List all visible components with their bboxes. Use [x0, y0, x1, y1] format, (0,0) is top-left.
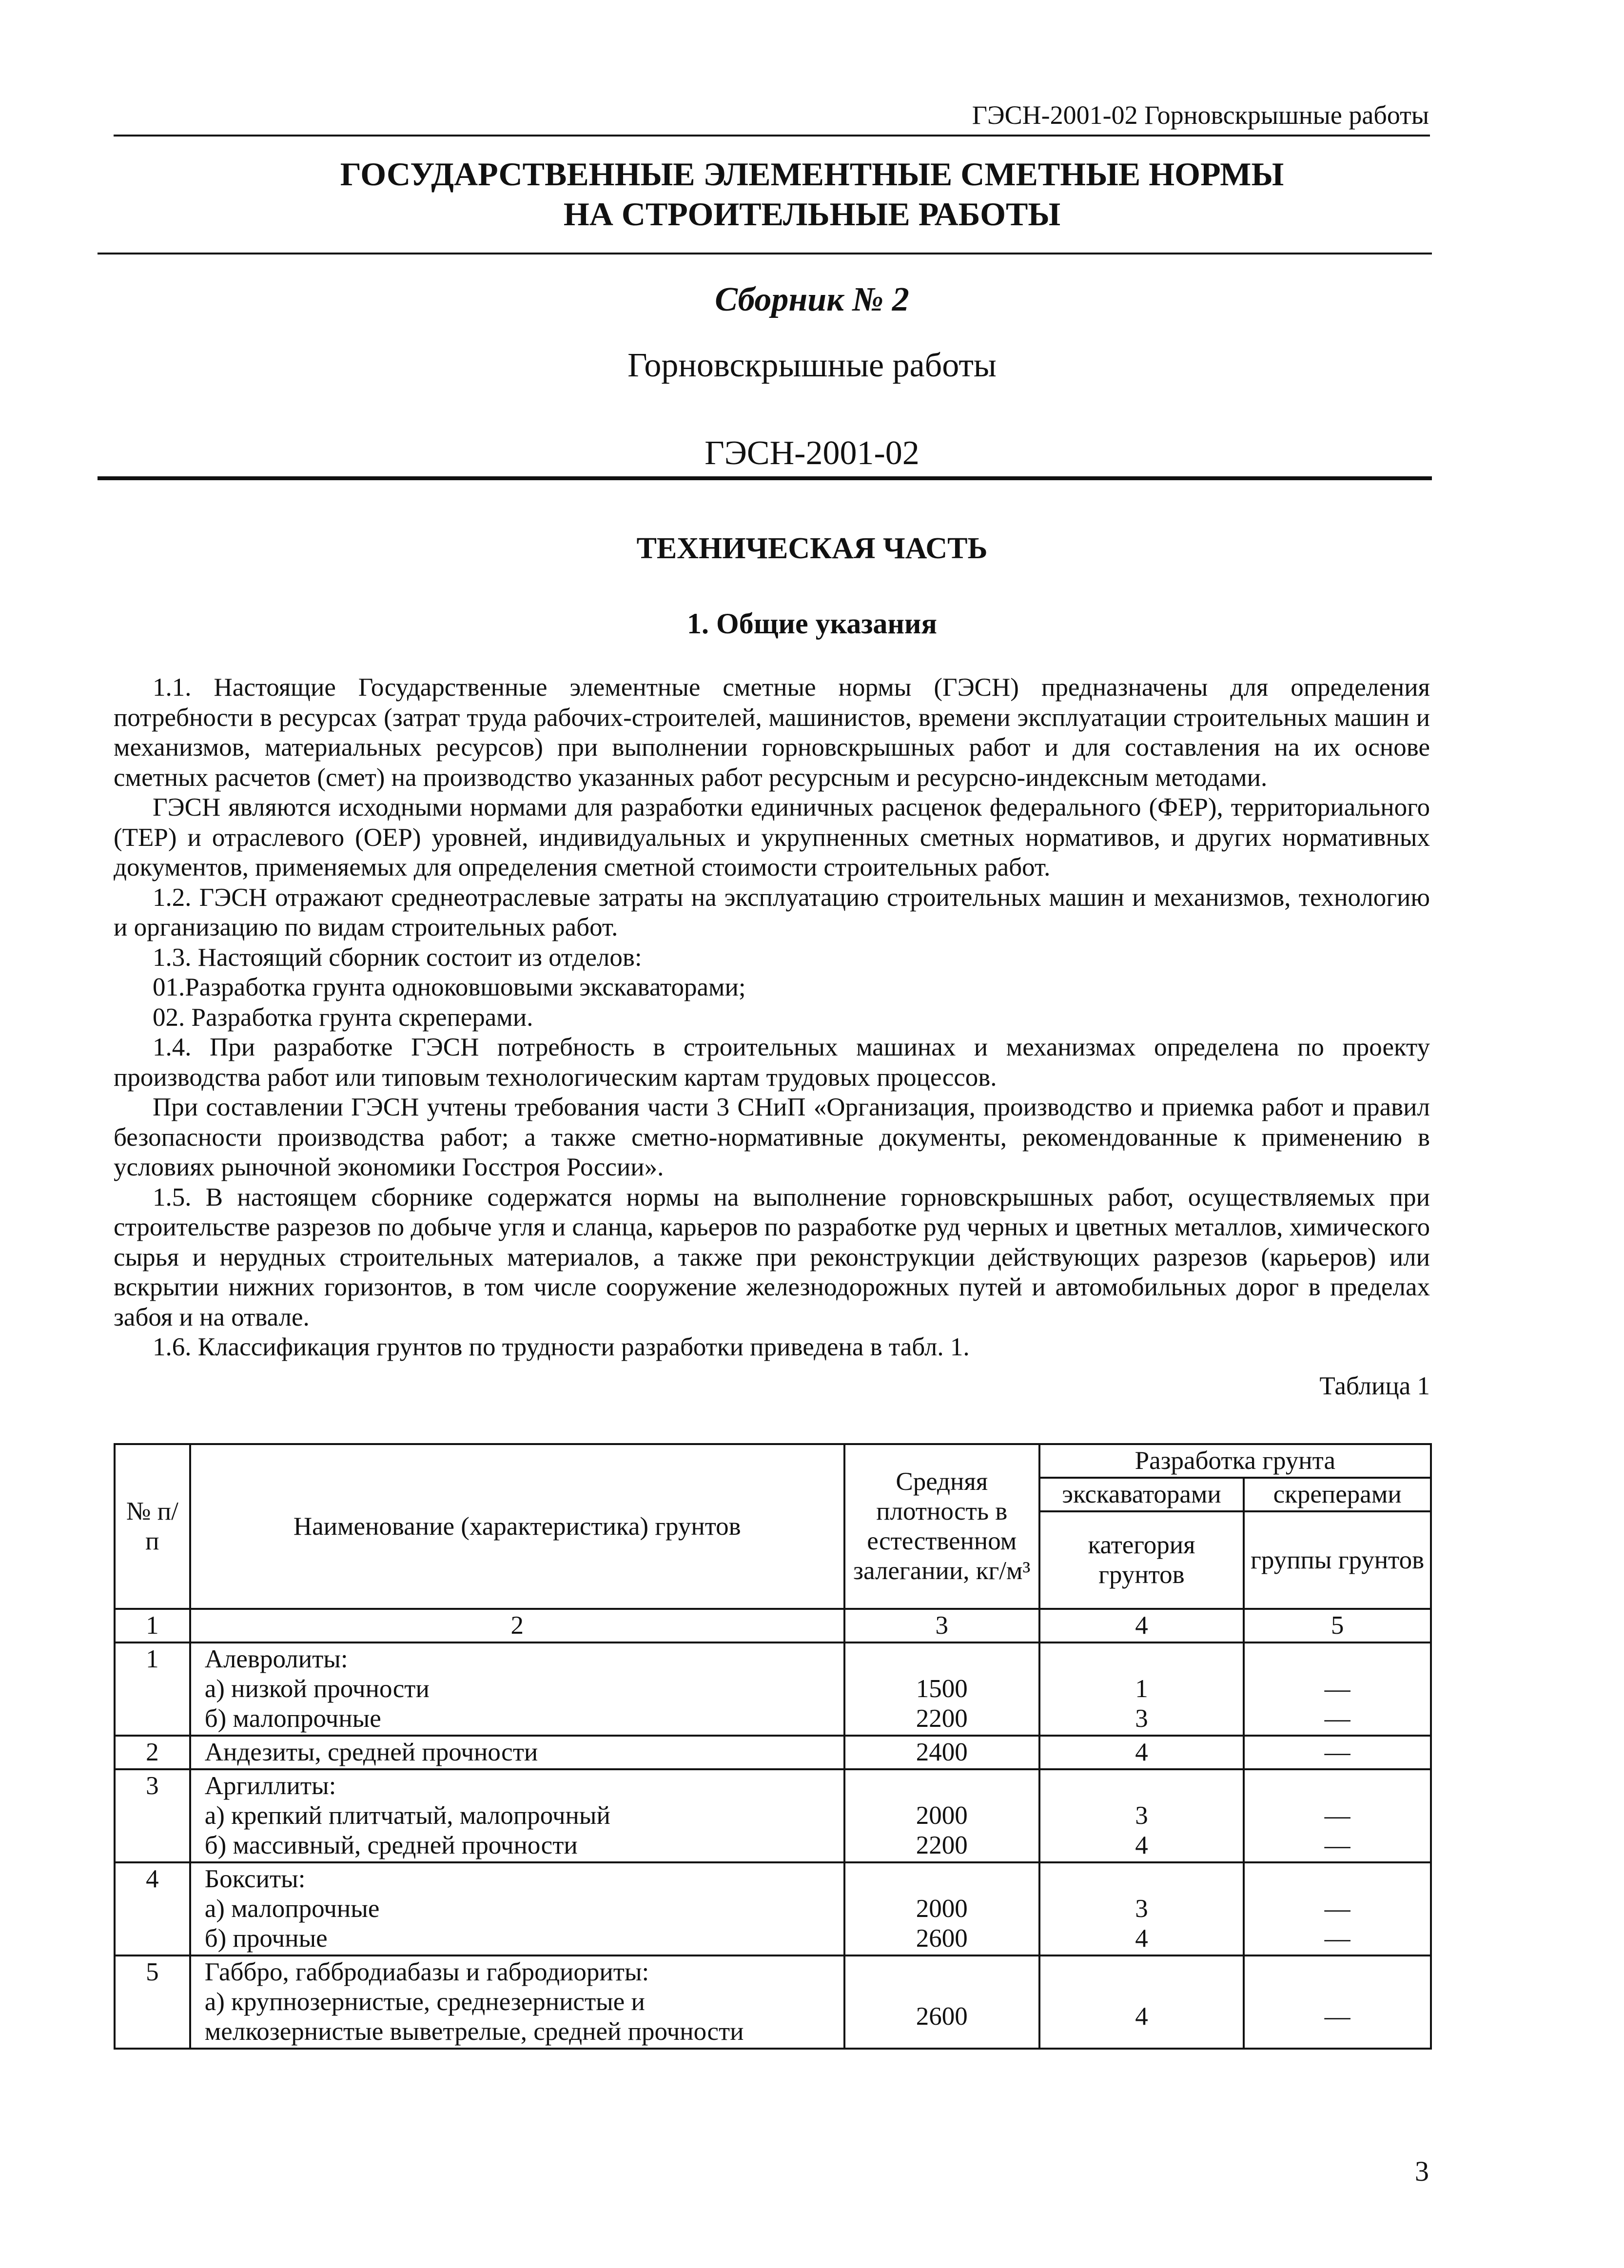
paragraph-snip: При составлении ГЭСН учтены требования части 3 СНиП «Организация, производство и приемка работ и правил безопасности производства работ; а также сметно-нормативные документы, рекомендованные к применению в условиях рыночной экономики Госстроя России».: [114, 1093, 1430, 1181]
table-row: [115, 1642, 1431, 1736]
density-value: [844, 1642, 1039, 1736]
table-row: [115, 1769, 1431, 1862]
density-value-line: 2600: [916, 1924, 968, 1953]
density-value-line: [849, 1957, 1035, 1987]
row-number: 4: [115, 1862, 190, 1955]
scraper-group-line: —: [1324, 1738, 1350, 1766]
scraper-group-line: —: [1324, 1895, 1350, 1923]
header-name: Наименование (характеристика) грунтов: [190, 1444, 844, 1609]
table-row: [115, 1862, 1431, 1955]
scraper-group: [1244, 1862, 1431, 1955]
header-scrapers: скреперами: [1244, 1478, 1431, 1511]
scraper-group-line: —: [1324, 1801, 1350, 1830]
excavator-category-line: 3: [1135, 1895, 1148, 1923]
soil-name-line: б) массивный, средней прочности: [204, 1831, 578, 1859]
density-value-line: 2200: [916, 1704, 968, 1733]
scraper-group-line: [1249, 1771, 1426, 1801]
excavator-category-line: 3: [1135, 1704, 1148, 1733]
soil-name-line: Габбро, габбродиабазы и габродиориты:: [204, 1958, 649, 1986]
paragraph-1-2: 1.2. ГЭСН отражают среднеотраслевые затраты на эксплуатацию строительных машин и механизмов, технологию и организацию по видам строительных работ.: [114, 883, 1430, 941]
soil-name-line: Аргиллиты:: [204, 1772, 336, 1800]
density-value-line: 1500: [916, 1675, 968, 1703]
scraper-group-line: [1249, 1644, 1426, 1674]
density-value-line: 2000: [916, 1801, 968, 1830]
row-number: 1: [115, 1642, 190, 1736]
document-title-line-1: ГОСУДАРСТВЕННЫЕ ЭЛЕМЕНТНЫЕ СМЕТНЫЕ НОРМЫ: [340, 156, 1284, 193]
body-text: [114, 673, 1430, 1401]
document-title-line-2: НА СТРОИТЕЛЬНЫЕ РАБОТЫ: [563, 196, 1061, 233]
excavator-category: [1039, 1769, 1244, 1862]
soil-name-line: а) крупнозернистые, среднезернистые и мелкозернистые выветрелые, средней прочности: [204, 1988, 744, 2046]
soil-name-line: Бокситы:: [204, 1865, 306, 1893]
section-subtitle: 1. Общие указания: [687, 607, 937, 640]
density-value-line: 2000: [916, 1895, 968, 1923]
title-rule: [98, 253, 1432, 254]
soil-name-line: б) прочные: [204, 1924, 328, 1953]
density-value-line: 2200: [916, 1831, 968, 1859]
scraper-group: [1244, 1642, 1431, 1736]
collection-name: Горновскрышные работы: [627, 347, 997, 384]
excavator-category-line: 4: [1135, 2002, 1148, 2031]
header-rule: [114, 135, 1430, 137]
soil-name: [190, 1736, 844, 1769]
soil-classification-table: [114, 1443, 1432, 2050]
density-value-line: [849, 1864, 1035, 1894]
soil-name-line: б) малопрочные: [204, 1704, 381, 1733]
list-item-02: 02. Разработка грунта скреперами.: [153, 1003, 533, 1032]
page-number: 3: [1415, 2155, 1429, 2187]
density-value: [844, 1736, 1039, 1769]
scraper-group-line: [1249, 1864, 1426, 1894]
excavator-category-line: 4: [1135, 1924, 1148, 1953]
soil-name: [190, 1642, 844, 1736]
row-number: 3: [115, 1769, 190, 1862]
scraper-group: [1244, 1769, 1431, 1862]
soil-name-line: а) низкой прочности: [204, 1675, 430, 1703]
paragraph-1-4: 1.4. При разработке ГЭСН потребность в строительных машинах и механизмах определена по проекту производства работ или типовым технологическим картам трудовых процессов.: [114, 1033, 1430, 1092]
density-value: [844, 1955, 1039, 2049]
header-development: Разработка грунта: [1039, 1444, 1431, 1478]
column-number: 1: [115, 1609, 190, 1642]
column-number: 3: [844, 1609, 1039, 1642]
density-value-line: [849, 1771, 1035, 1801]
paragraph-1-1: 1.1. Настоящие Государственные элементные сметные нормы (ГЭСН) предназначены для определения потребности в ресурсах (затрат труда рабочих-строителей, машинистов, времени эксплуатации строительных машин и механизмов, материальных ресурсов) при выполнении горновскрышных работ и для составления на их основе сметных расчетов (смет) на производство указанных работ ресурсным и ресурсно-индексным методами.: [114, 673, 1430, 792]
running-header: ГЭСН-2001-02 Горновскрышные работы: [972, 100, 1429, 130]
header-excavators: экскаваторами: [1039, 1478, 1244, 1511]
scraper-group: [1244, 1955, 1431, 2049]
header-no: № п/п: [115, 1444, 190, 1609]
table-caption: Таблица 1: [1319, 1371, 1430, 1400]
density-value-line: [849, 1644, 1035, 1674]
scraper-group-line: —: [1324, 2002, 1350, 2031]
excavator-category-line: [1044, 1864, 1239, 1894]
column-number: 4: [1039, 1609, 1244, 1642]
scraper-group-line: —: [1324, 1924, 1350, 1953]
paragraph-1-6: 1.6. Классификация грунтов по трудности разработки приведена в табл. 1.: [153, 1333, 970, 1361]
excavator-category-line: 3: [1135, 1801, 1148, 1830]
list-item-01: 01.Разработка грунта одноковшовыми экскаваторами;: [153, 973, 746, 1001]
excavator-category: [1039, 1862, 1244, 1955]
scraper-group: [1244, 1736, 1431, 1769]
soil-name: [190, 1955, 844, 2049]
excavator-category-line: 1: [1135, 1675, 1148, 1703]
column-number-row: [115, 1609, 1431, 1642]
row-number: 2: [115, 1736, 190, 1769]
density-value-line: 2600: [916, 2002, 968, 2031]
column-number: 5: [1244, 1609, 1431, 1642]
excavator-category-line: 4: [1135, 1831, 1148, 1859]
column-number: 2: [190, 1609, 844, 1642]
collection-code: ГЭСН-2001-02: [704, 434, 920, 472]
soil-name-line: Андезиты, средней прочности: [204, 1738, 538, 1766]
table-row: [115, 1955, 1431, 2049]
paragraph-1-5: 1.5. В настоящем сборнике содержатся нормы на выполнение горновскрышных работ, осуществляемых при строительстве разрезов по добыче угля и сланца, карьеров по разработке руд черных и цветных металлов, химического сырья и нерудных строительных материалов, а также при реконструкции действующих разрезов (карьеров) или вскрытии нижних горизонтов, в том числе сооружение железнодорожных путей и автомобильных дорог в пределах забоя и на отвале.: [114, 1183, 1430, 1331]
header-density: Средняя плотность в естественном залегании, кг/м³: [844, 1444, 1039, 1609]
scraper-group-line: —: [1324, 1704, 1350, 1733]
row-number: 5: [115, 1955, 190, 2049]
density-value: [844, 1769, 1039, 1862]
soil-name-line: Алевролиты:: [204, 1645, 348, 1673]
excavator-category: [1039, 1642, 1244, 1736]
soil-name-line: а) малопрочные: [204, 1895, 380, 1923]
paragraph-1-3: 1.3. Настоящий сборник состоит из отделов:: [153, 943, 642, 972]
excavator-category-line: [1044, 1644, 1239, 1674]
code-rule: [98, 476, 1432, 480]
table-body: [115, 1642, 1431, 2049]
density-value: [844, 1862, 1039, 1955]
excavator-category-line: [1044, 1771, 1239, 1801]
scraper-group-line: —: [1324, 1675, 1350, 1703]
density-value-line: 2400: [916, 1738, 968, 1766]
table-row: [115, 1736, 1431, 1769]
scraper-group-line: —: [1324, 1831, 1350, 1859]
excavator-category: [1039, 1955, 1244, 2049]
scraper-group-line: [1249, 1957, 1426, 1987]
header-category: категория грунтов: [1039, 1511, 1244, 1609]
excavator-category-line: [1044, 1957, 1239, 1987]
collection-number: Сборник № 2: [715, 281, 909, 318]
soil-name: [190, 1769, 844, 1862]
soil-name: [190, 1862, 844, 1955]
header-groups: группы грунтов: [1244, 1511, 1431, 1609]
paragraph-gesn: ГЭСН являются исходными нормами для разработки единичных расценок федерального (ФЕР), территориального (ТЕР) и отраслевого (ОЕР) уровней, индивидуальных и укрупненных сметных нормативов, и других нормативных документов, применяемых для определения сметной стоимости строительных работ.: [114, 793, 1430, 881]
excavator-category-line: 4: [1135, 1738, 1148, 1766]
excavator-category: [1039, 1736, 1244, 1769]
soil-name-line: а) крепкий плитчатый, малопрочный: [204, 1801, 610, 1830]
section-title: ТЕХНИЧЕСКАЯ ЧАСТЬ: [636, 532, 988, 565]
